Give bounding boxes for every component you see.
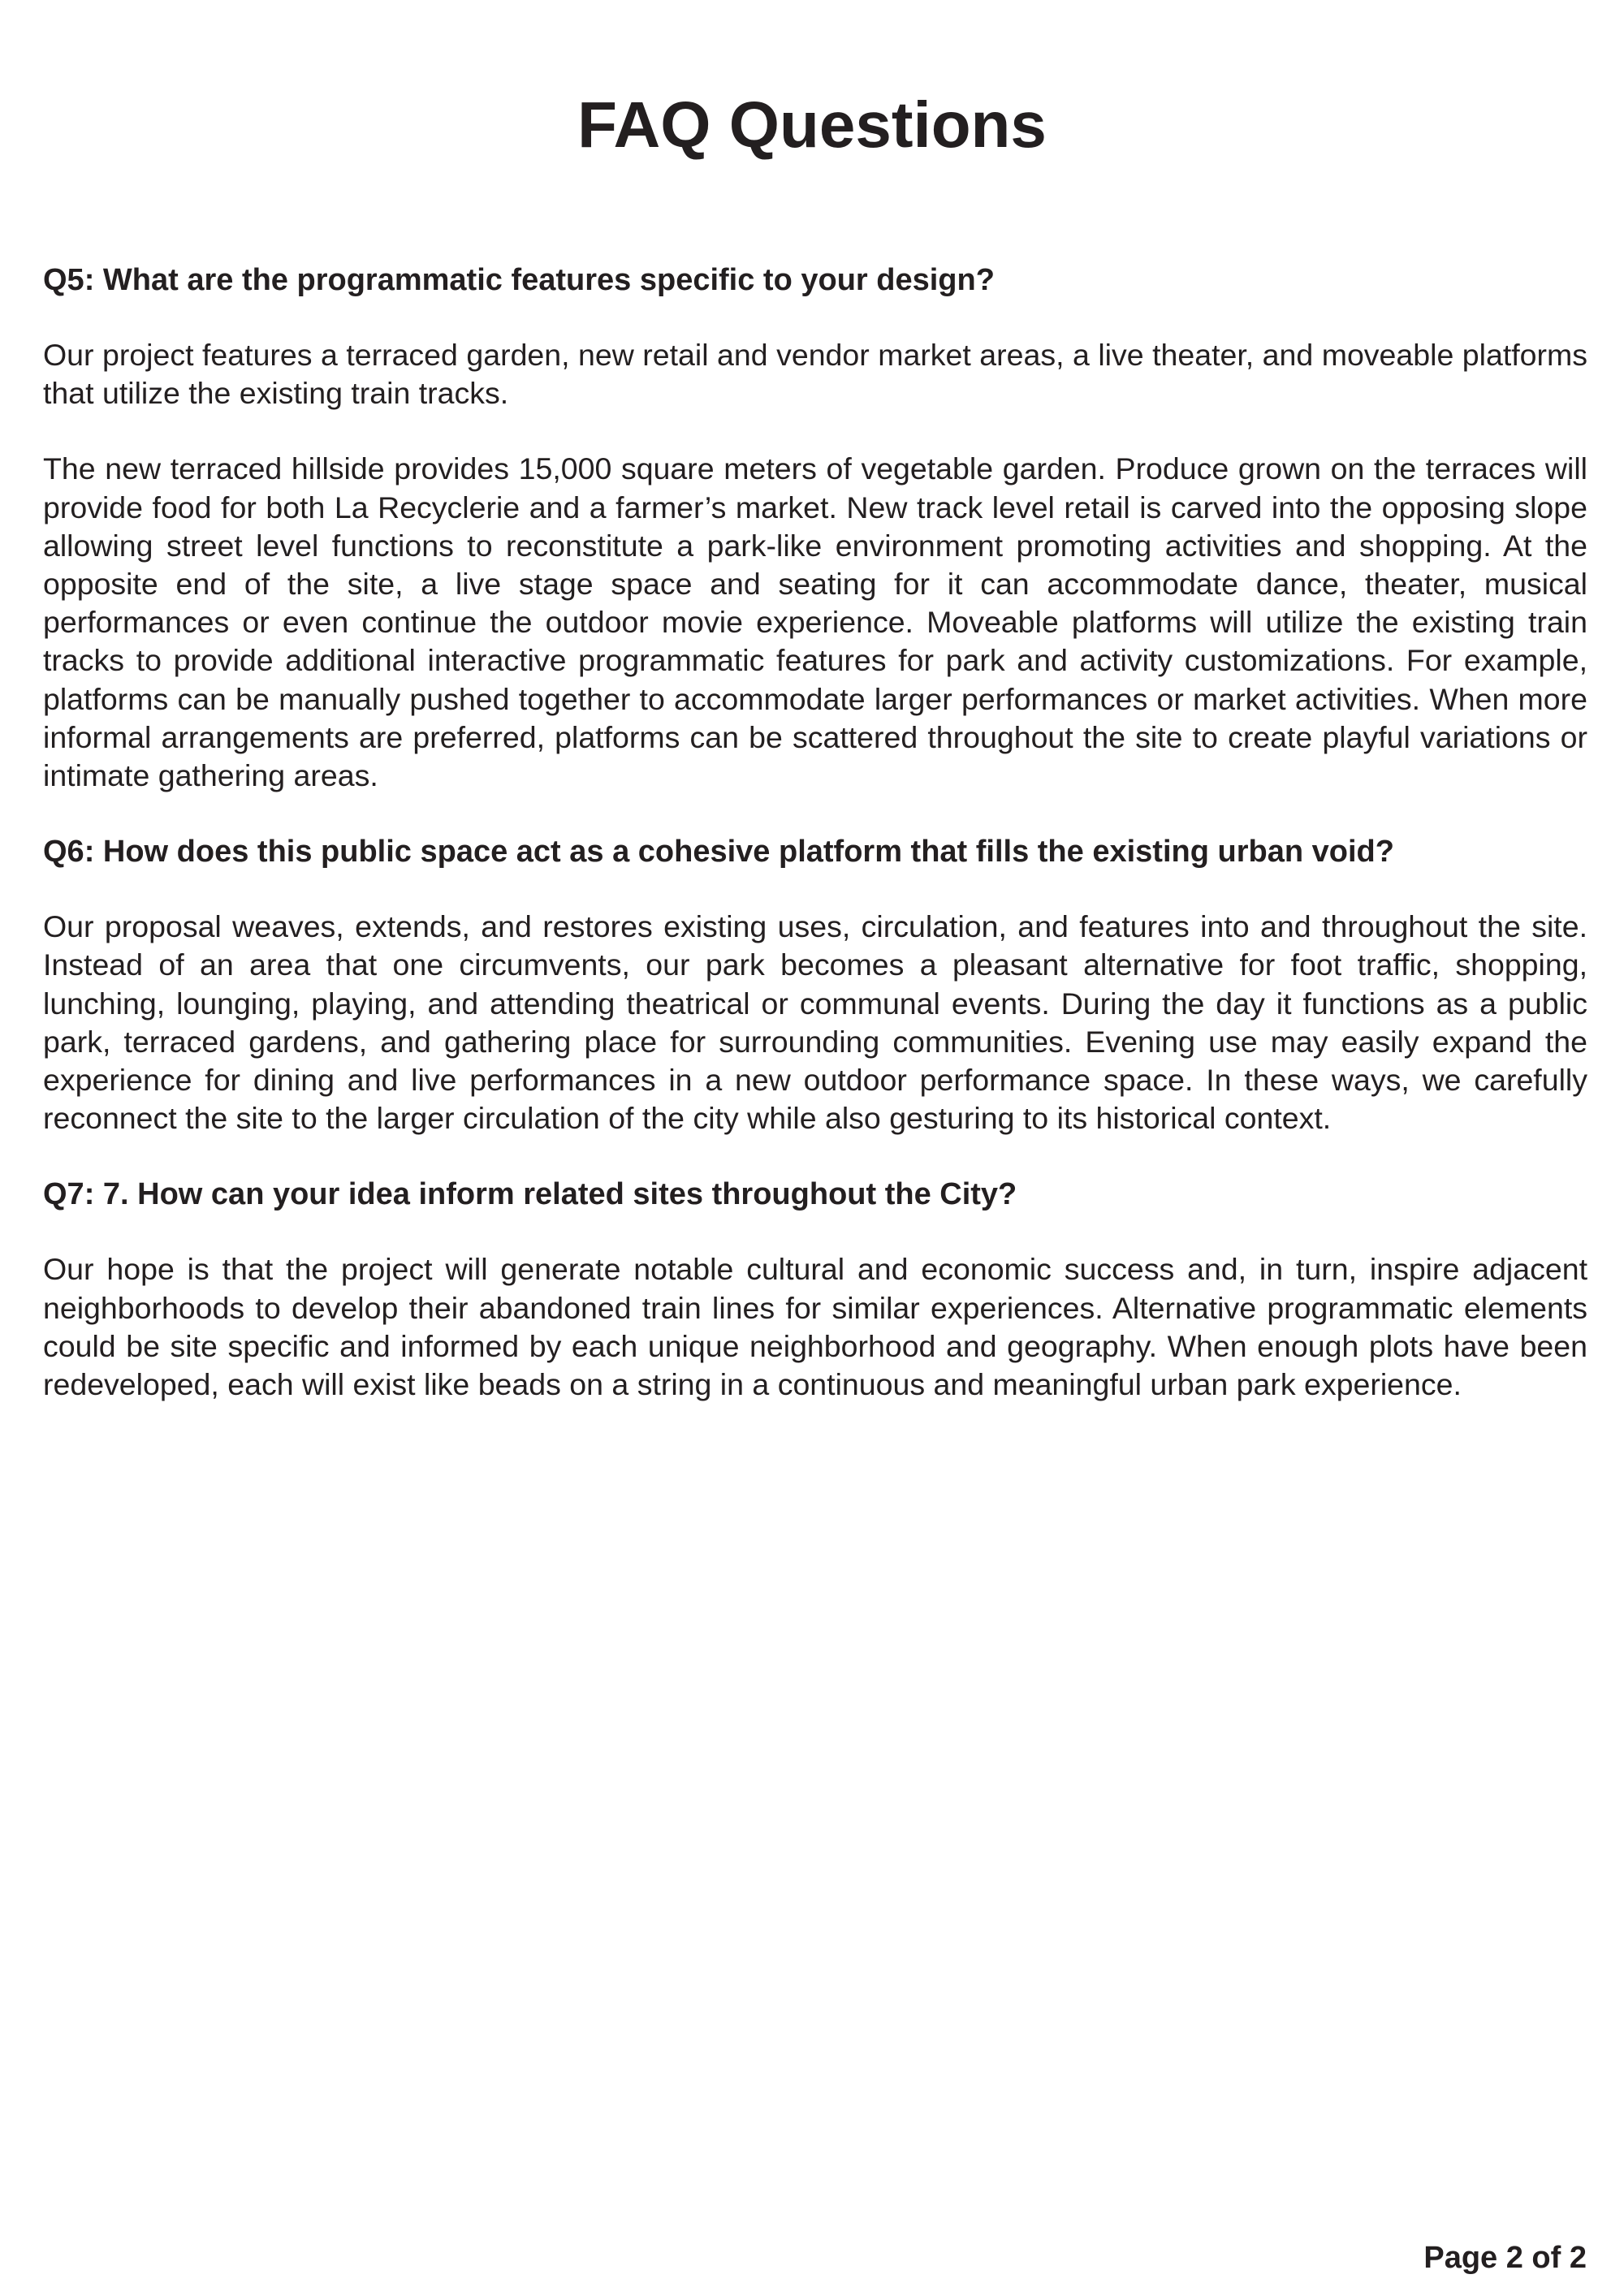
faq-question: Q6: How does this public space act as a cohesive platform that fills the existing urban void?	[43, 835, 1394, 870]
faq-question: Q7: 7. How can your idea inform related sites throughout the City?	[43, 1177, 1017, 1212]
page-title: FAQ Questions	[577, 88, 1047, 161]
faq-answer-paragraph: Our proposal weaves, extends, and restores existing uses, circulation, and features into and throughout the site. Instead of an area that one circumvents, our park becomes a pleasant alternative for foot traffic, shopping, lunching, lounging, playing, and attending theatrical or communal events. During the day it functions as a public park, terraced gardens, and gathering place for surrounding communities. Evening use may easily expand the experience for dining and live performances in a new outdoor performance space. In these ways, we carefully reconnect the site to the larger circulation of the city while also gesturing to its historical context.	[43, 909, 1587, 1136]
faq-item-q5	[43, 261, 1587, 795]
faq-answer-paragraph: Our project features a terraced garden, new retail and vendor market areas, a live theater, and moveable platforms that utilize the existing train tracks.	[43, 338, 1587, 411]
faq-content	[43, 261, 1587, 1442]
page-number: Page 2 of 2	[1423, 2241, 1587, 2275]
faq-item-q6	[43, 833, 1587, 1137]
faq-item-q7	[43, 1176, 1587, 1404]
faq-question: Q5: What are the programmatic features specific to your design?	[43, 263, 995, 297]
faq-answer-paragraph: Our hope is that the project will generate notable cultural and economic success and, in turn, inspire adjacent neighborhoods to develop their abandoned train lines for similar experiences. Alternative programmatic elements could be site specific and informed by each unique neighborhood and geography. When enough plots have been redeveloped, each will exist like beads on a string in a continuous and meaningful urban park experience.	[43, 1252, 1587, 1402]
faq-answer-paragraph: The new terraced hillside provides 15,000 square meters of vegetable garden. Produce grown on the terraces will provide food for both La Recyclerie and a farmer’s market. New track level retail is carved into the opposing slope allowing street level functions to reconstitute a park-like environment promoting activities and shopping. At the opposite end of the site, a live stage space and seating for it can accommodate dance, theater, musical performances or even continue the outdoor movie experience. Moveable platforms will utilize the existing train tracks to provide additional interactive programmatic features for park and activity customizations. For example, platforms can be manually pushed together to accommodate larger performances or market activities. When more informal arrangements are preferred, platforms can be scattered throughout the site to create playful variations or intimate gathering areas.	[43, 451, 1587, 793]
